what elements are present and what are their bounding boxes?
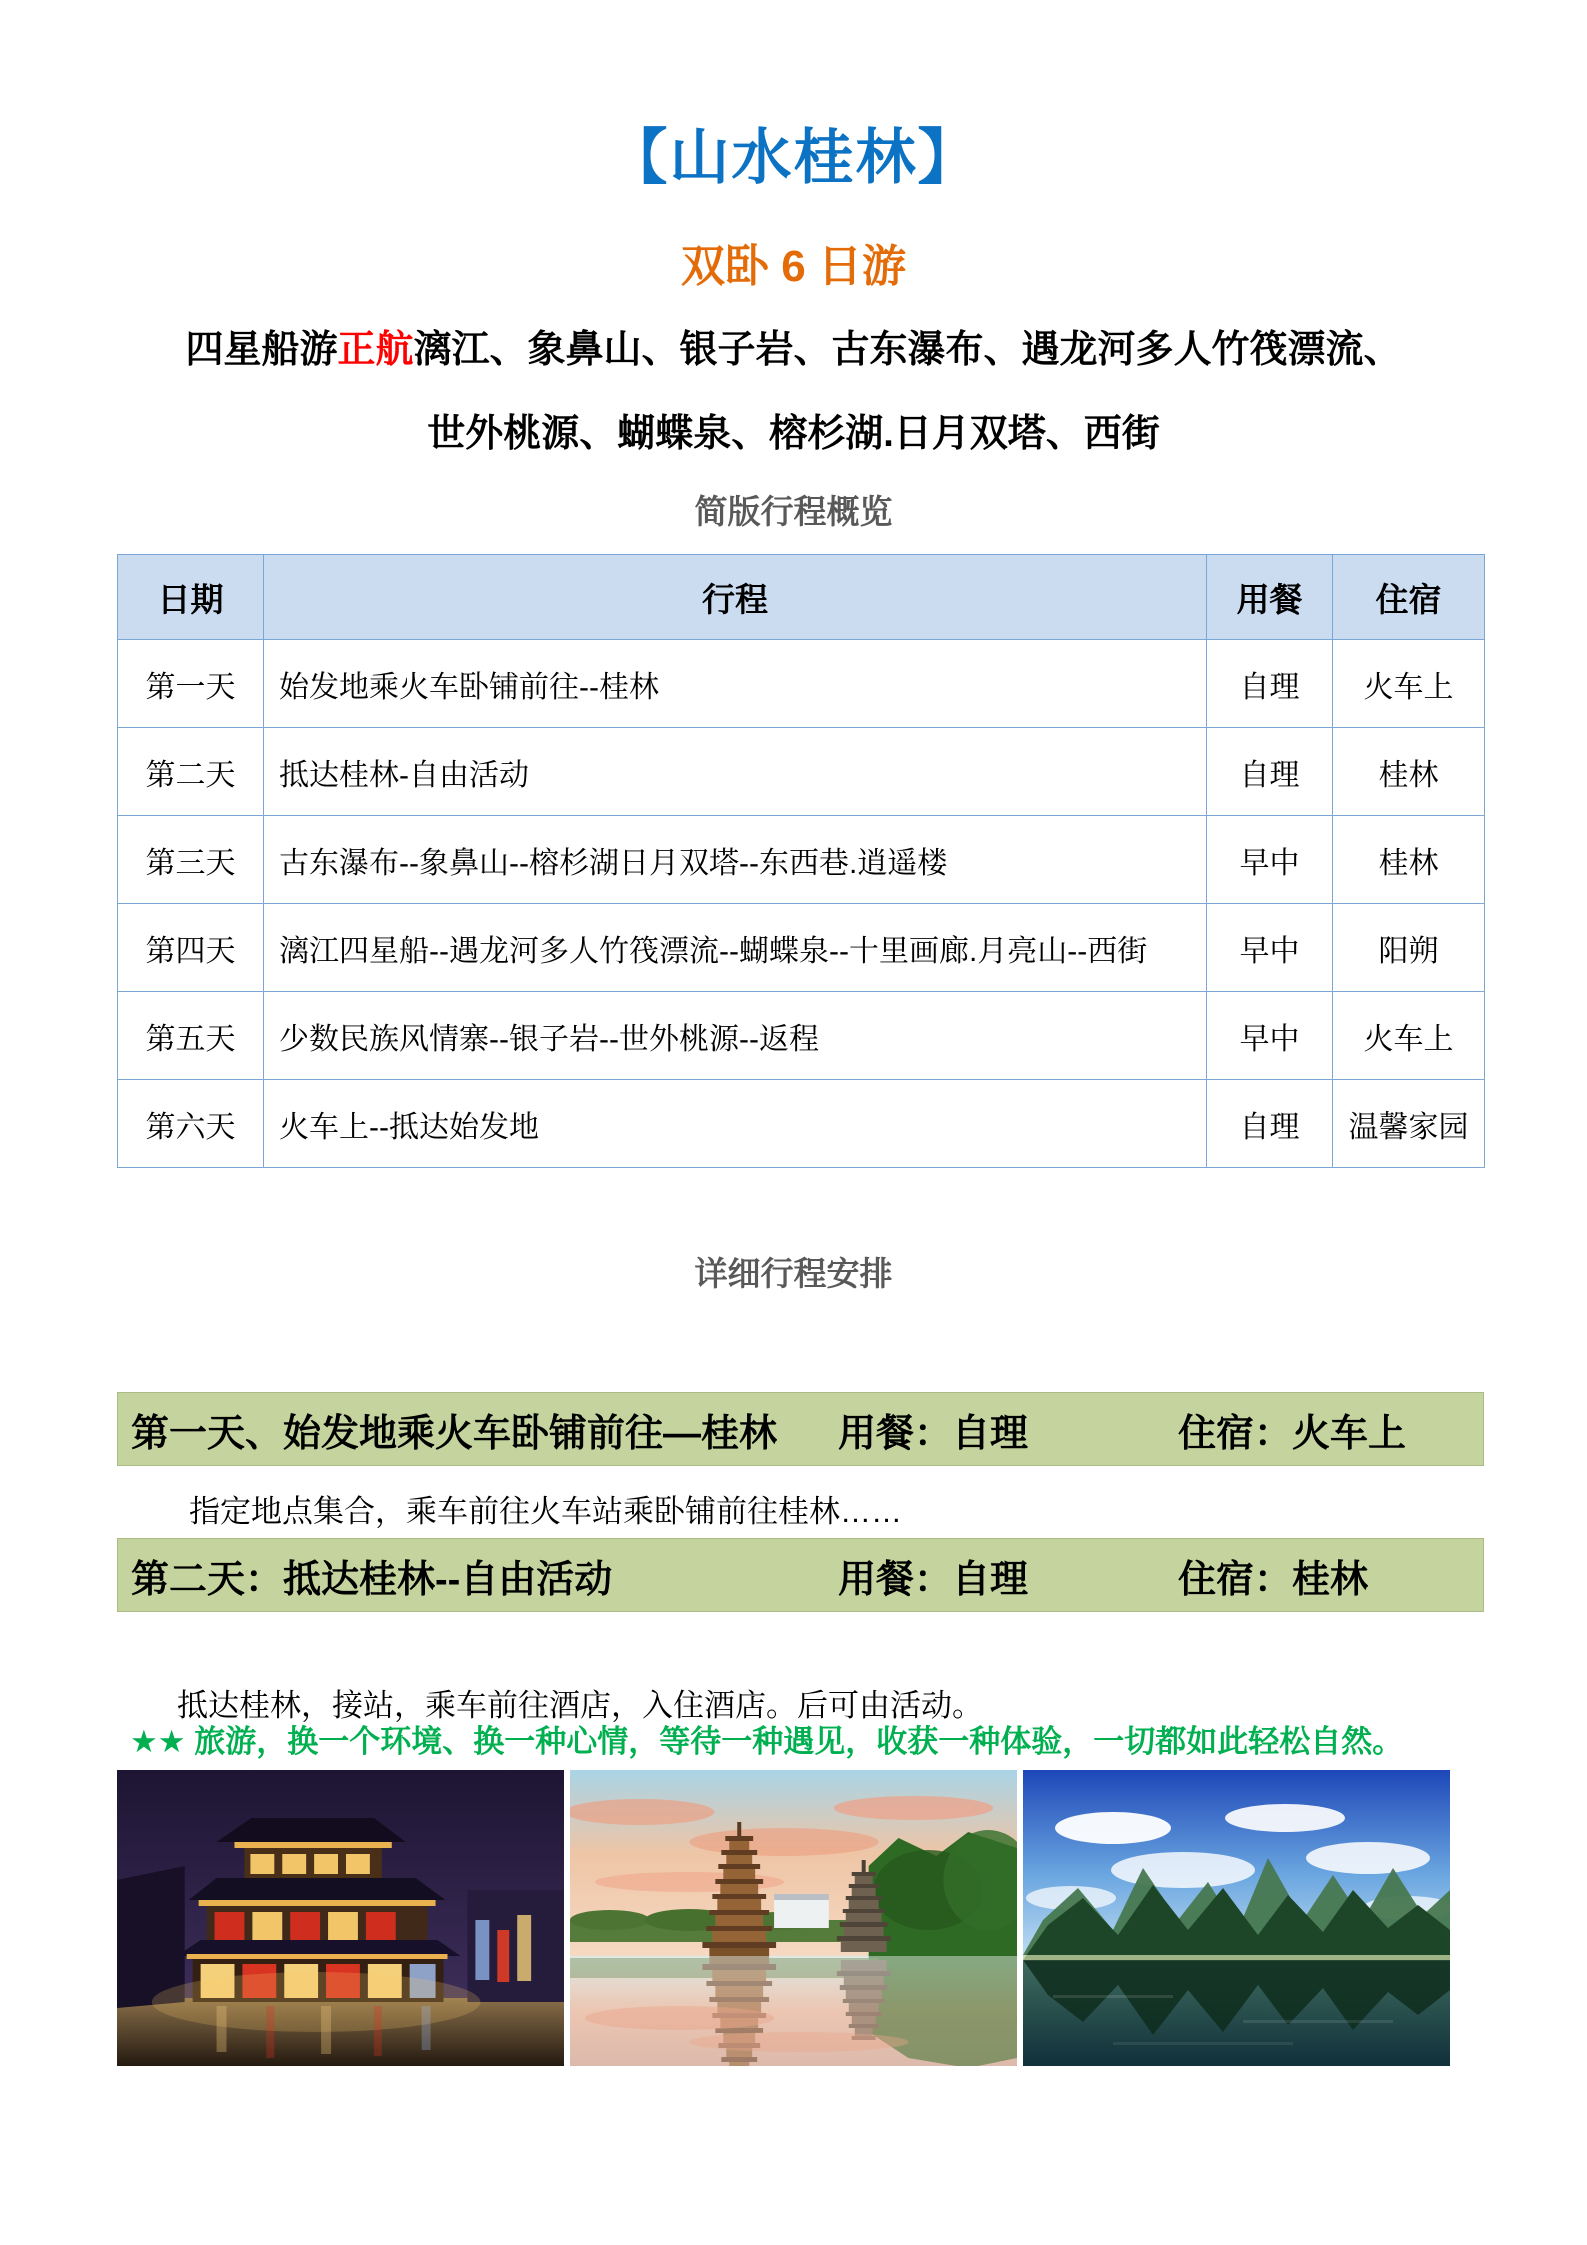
cell-itinerary: 抵达桂林-自由活动 — [264, 728, 1207, 816]
col-header-date: 日期 — [118, 555, 264, 640]
cell-stay: 阳朔 — [1333, 904, 1485, 992]
cell-meals: 早中 — [1207, 992, 1333, 1080]
cell-day: 第三天 — [118, 816, 264, 904]
cell-itinerary: 古东瀑布--象鼻山--榕杉湖日月双塔--东西巷.逍遥楼 — [264, 816, 1207, 904]
cell-meals: 早中 — [1207, 904, 1333, 992]
table-row-day3 — [118, 816, 1485, 904]
table-row-day1 — [118, 640, 1485, 728]
cell-itinerary: 火车上--抵达始发地 — [264, 1080, 1207, 1168]
cell-day: 第一天 — [118, 640, 264, 728]
day2-highlight-note: ★★ 旅游，换一个环境、换一种心情，等待一种遇见，收获一种体验，一切都如此轻松自然。 — [130, 1724, 1404, 1759]
overview-section-title: 简版行程概览 — [694, 493, 893, 530]
cell-stay: 桂林 — [1333, 816, 1485, 904]
cell-meals: 自理 — [1207, 640, 1333, 728]
photo-strip — [117, 1770, 1450, 2066]
cell-day: 第六天 — [118, 1080, 264, 1168]
table-row-day5 — [118, 992, 1485, 1080]
pagodas-illustration — [570, 1770, 1017, 2066]
cell-day: 第五天 — [118, 992, 264, 1080]
day1-bar-stay: 住宿：火车上 — [1178, 1412, 1407, 1455]
cell-stay: 火车上 — [1333, 640, 1485, 728]
sun-moon-pagodas-photo — [570, 1770, 1017, 2066]
overview-table — [117, 554, 1485, 1168]
day2-body-text: 抵达桂林，接站，乘车前往酒店，入住酒店。后可由活动。 — [177, 1688, 983, 1723]
night-street-illustration — [117, 1770, 564, 2066]
cell-itinerary: 漓江四星船--遇龙河多人竹筏漂流--蝴蝶泉--十里画廊.月亮山--西街 — [264, 904, 1207, 992]
detail-section-title: 详细行程安排 — [694, 1255, 893, 1292]
cell-day: 第四天 — [118, 904, 264, 992]
highlights-prefix: 四星船游 — [185, 329, 338, 371]
col-header-stay: 住宿 — [1333, 555, 1485, 640]
col-header-meals: 用餐 — [1207, 555, 1333, 640]
day1-bar-title: 第一天、始发地乘火车卧铺前往—桂林 — [131, 1412, 778, 1455]
cell-stay: 温馨家园 — [1333, 1080, 1485, 1168]
karst-mountains-photo — [1023, 1770, 1450, 2066]
highlights-line2: 世外桃源、蝴蝶泉、榕杉湖.日月双塔、西街 — [427, 413, 1160, 455]
cell-itinerary: 少数民族风情寨--银子岩--世外桃源--返程 — [264, 992, 1207, 1080]
table-row-day6 — [118, 1080, 1485, 1168]
cell-stay: 火车上 — [1333, 992, 1485, 1080]
highlights-line1 — [0, 318, 1587, 373]
day1-body-text: 指定地点集合，乘车前往火车站乘卧铺前往桂林…… — [189, 1494, 902, 1529]
day2-bar-stay: 住宿：桂林 — [1178, 1558, 1369, 1601]
day1-bar-meals: 用餐：自理 — [838, 1412, 1029, 1455]
page-subtitle: 双卧 6 日游 — [681, 242, 906, 291]
cell-meals: 早中 — [1207, 816, 1333, 904]
page-title: 【山水桂林】 — [607, 124, 980, 191]
cell-meals: 自理 — [1207, 1080, 1333, 1168]
night-street-photo — [117, 1770, 564, 2066]
table-row-day4 — [118, 904, 1485, 992]
table-row-day2 — [118, 728, 1485, 816]
cell-day: 第二天 — [118, 728, 264, 816]
highlights-rest: 漓江、象鼻山、银子岩、古东瀑布、遇龙河多人竹筏漂流、 — [413, 329, 1402, 371]
day2-bar-title: 第二天：抵达桂林--自由活动 — [131, 1558, 613, 1601]
day2-header-bar — [117, 1538, 1484, 1612]
day1-header-bar — [117, 1392, 1484, 1466]
karst-illustration — [1023, 1770, 1450, 2066]
cell-meals: 自理 — [1207, 728, 1333, 816]
day2-bar-meals: 用餐：自理 — [838, 1558, 1029, 1601]
table-header-row — [118, 555, 1485, 640]
highlights-red-text: 正航 — [337, 329, 414, 371]
cell-itinerary: 始发地乘火车卧铺前往--桂林 — [264, 640, 1207, 728]
col-header-itinerary: 行程 — [264, 555, 1207, 640]
cell-stay: 桂林 — [1333, 728, 1485, 816]
